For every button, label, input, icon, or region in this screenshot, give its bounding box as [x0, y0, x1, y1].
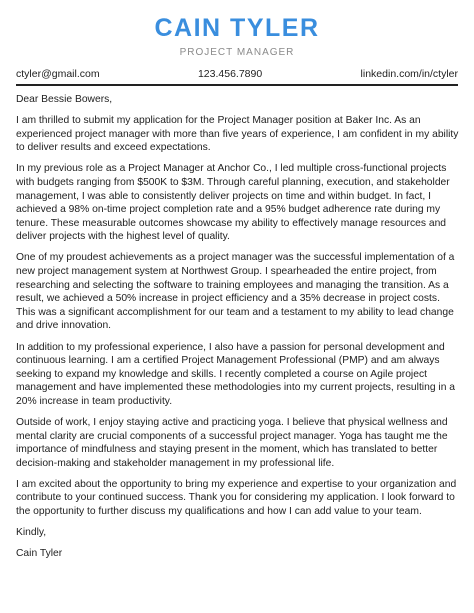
closing-phrase: Kindly, — [16, 527, 47, 539]
signature-name: Cain Tyler — [16, 548, 63, 560]
paragraph-previous-role: In my previous role as a Project Manager at Anchor Co., I led multiple cross-functional projects with budgets ranging from $500K to $3M. Through careful planning, execution, and stakeholder management, I was able to consistently deliver projects on time and within budget. In fact, I achieved a 98% on-time project completion rate and a 95% budget adherence rate during my tenure. These measurable outcomes showcase my ability to effectively manage resources and deliver projects with the highest level of quality. — [16, 163, 450, 243]
contact-row — [16, 68, 458, 80]
applicant-name: CAIN TYLER — [154, 14, 320, 42]
phone-number: 123.456.7890 — [197, 68, 263, 80]
paragraph-intro: I am thrilled to submit my application for the Project Manager position at Baker Inc. As an experienced project manager with more than five years of experience, I am confident in my ability to deliver results and exceed expectations. — [16, 115, 459, 154]
paragraph-development: In addition to my professional experience, I also have a passion for personal development and continuous learning. I am a certified Project Management Professional (PMP) and am always seeking to expand my knowledge and skills. I recently completed a course on Agile project management and have implemented these methodologies into my current projects, resulting in a 20% increase in team productivity. — [16, 341, 456, 407]
linkedin-url[interactable]: linkedin.com/in/ctyler — [360, 68, 458, 80]
email-address[interactable]: ctyler@gmail.com — [16, 68, 100, 80]
job-title: PROJECT MANAGER — [179, 47, 295, 58]
letter-body — [16, 93, 460, 568]
header-divider — [16, 84, 458, 86]
salutation: Dear Bessie Bowers, — [16, 94, 113, 105]
paragraph-achievement: One of my proudest achievements as a project manager was the successful implementation of a new project management system at Northwest Group. I spearheaded the entire project, from researching and selecting the software to training employees and managing the transition. As a result, we achieved a 50% increase in project efficiency and a 35% decrease in project costs. This was a significant accomplishment for our team and a testament to my ability to lead change and drive innovation. — [16, 252, 455, 332]
paragraph-personal: Outside of work, I enjoy staying active and practicing yoga. I believe that physical wellness and mental clarity are crucial components of a successful project manager. Yoga has taught me the importance of mindfulness and staying present in the moment, which has translated to better decision-making and stakeholder management in my professional life. — [16, 416, 448, 469]
paragraph-closing: I am excited about the opportunity to bring my experience and expertise to your organization and contribute to your continued success. Thank you for considering my application. I look forward to the opportunity to further discuss my qualifications and how I can add value to your team. — [16, 478, 457, 518]
